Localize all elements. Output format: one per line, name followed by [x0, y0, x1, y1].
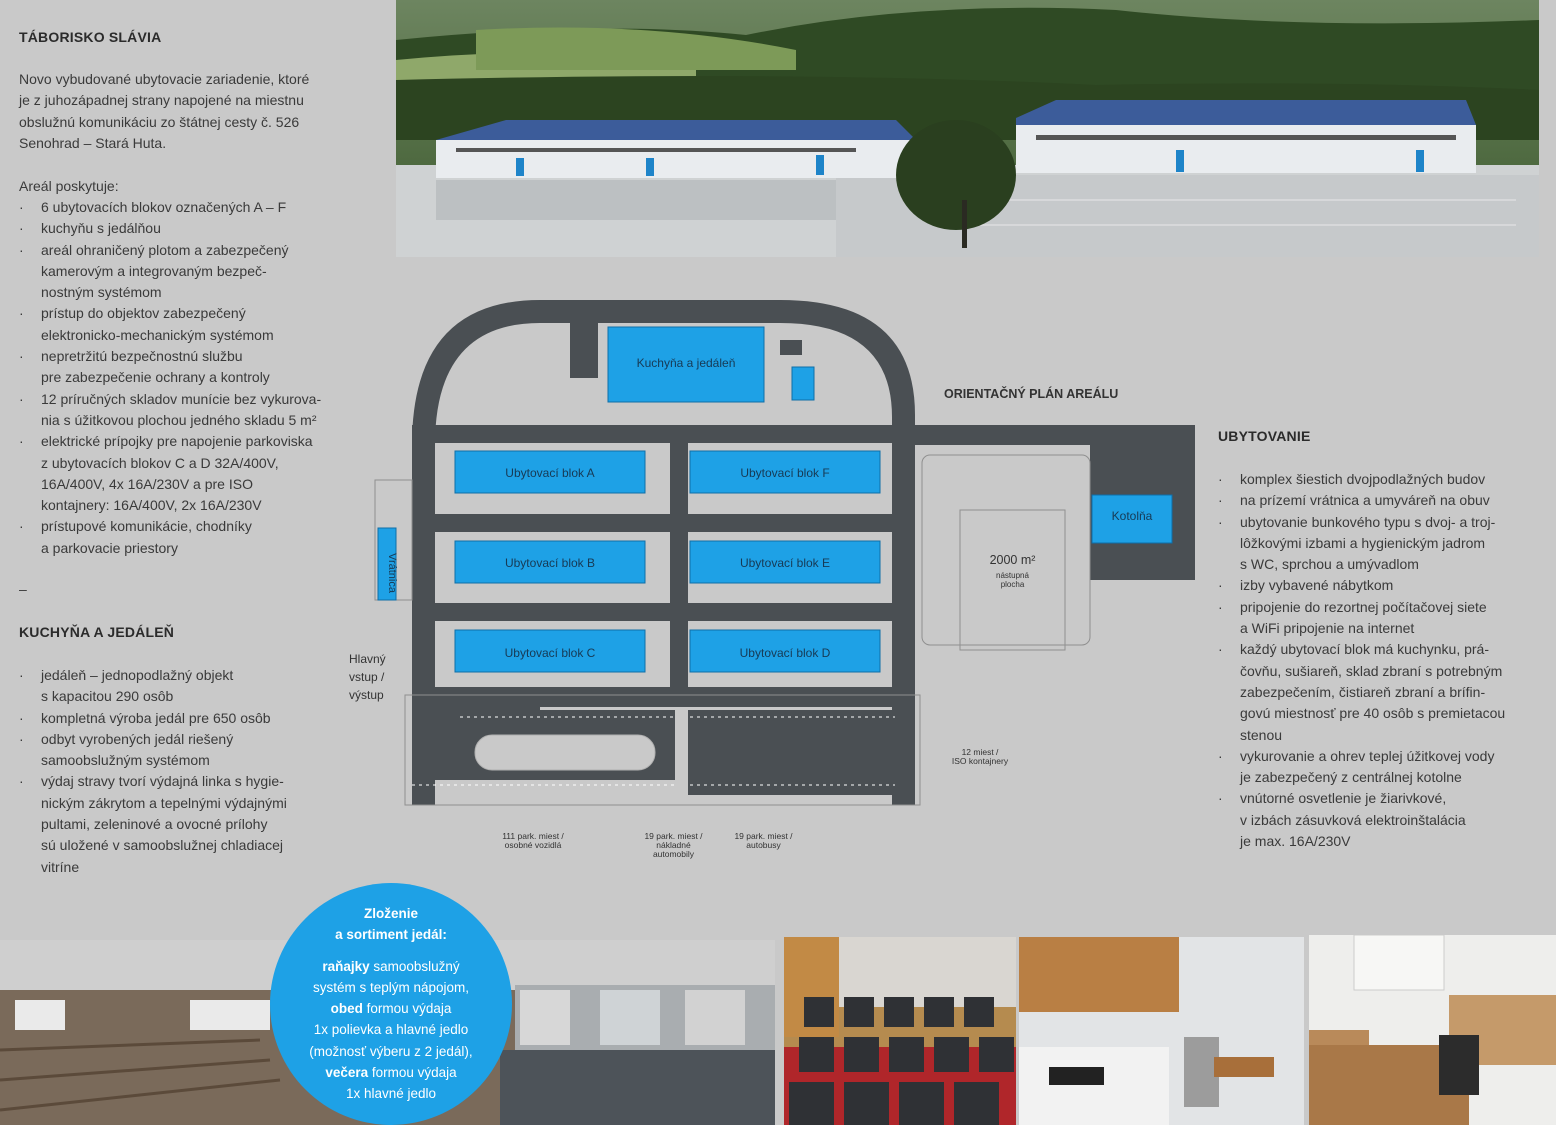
iso-line: ISO kontajnery — [951, 756, 1009, 766]
parking-nakladne-label — [626, 832, 721, 859]
park-osobne-line: osobné vozidlá — [504, 840, 562, 850]
badge-ranajky: raňajky samoobslužný — [322, 958, 460, 974]
park-nakladne-line: nákladné — [656, 840, 691, 850]
list-item: · 12 príručných skladov munície bez vykurova- nia s úžitkovou plochou jedného skladu 5 m² — [19, 389, 369, 432]
kuchyna-list — [19, 665, 369, 878]
parking-osobne-label — [478, 832, 588, 850]
vstup-line: vstup / — [349, 670, 385, 684]
briefing-room-photo — [784, 937, 1016, 1125]
vstup-line: výstup — [349, 688, 384, 702]
list-item: · každý ubytovací blok má kuchynku, prá- čovňu, sušiareň, sklad zbraní s potrebným zabezpečením, čistiareň zbraní a brífin- govú miestnosť pre 40 osôb s premietacou stenou — [1218, 639, 1553, 745]
list-item: · areál ohraničený plotom a zabezpečený kamerovým a integrovaným bezpeč- nostným systémom — [19, 240, 369, 304]
intro-line: obslužnú komunikáciu zo štátnej cesty č. 526 — [19, 113, 300, 130]
meal-composition-badge — [270, 883, 512, 1125]
hlavny-vstup-label — [349, 650, 386, 704]
list-item: · elektrické prípojky pre napojenie parkoviska z ubytovacích blokov C a D 32A/400V, 16A/400V, 4x 16A/230V a pre ISO kontajnery: 16A/400V, 2x 16A/230V — [19, 431, 369, 516]
label-kuchyna: Kuchyňa a jedáleň — [636, 356, 736, 370]
section-dash: – — [19, 581, 27, 597]
park-autobusy-line: autobusy — [746, 840, 781, 850]
map-title: ORIENTAČNÝ PLÁN AREÁLU — [944, 387, 1119, 401]
badge-title-1: Zloženie — [363, 906, 418, 921]
aerial-photo — [396, 0, 1539, 257]
list-item: · jedáleň – jednopodlažný objekt s kapacitou 290 osôb — [19, 665, 369, 708]
park-nakladne-line: 19 park. miest / — [644, 831, 703, 841]
badge-title-2: a sortiment jedál: — [335, 927, 447, 943]
badge-vecera: večera formou výdaja — [325, 1065, 457, 1081]
kitchenette-photo — [1019, 937, 1304, 1125]
label-blok-d: Ubytovací blok D — [739, 646, 831, 660]
list-item: · vykurovanie a ohrev teplej úžitkovej vody je zabezpečený z centrálnej kotolne — [1218, 746, 1553, 789]
list-item: · kuchyňu s jedálňou — [19, 218, 369, 239]
bedroom-photo — [1309, 935, 1556, 1125]
intro-line: Senohrad – Stará Huta. — [19, 134, 167, 151]
plocha-label: nástupná plocha — [996, 571, 1029, 589]
list-item: · na prízemí vrátnica a umyváreň na obuv — [1218, 490, 1553, 511]
badge-obed-line3: (možnosť výberu z 2 jedál), — [309, 1043, 473, 1059]
intro-line: Novo vybudované ubytovacie zariadenie, ktoré — [19, 71, 310, 87]
list-item: · pripojenie do rezortnej počítačovej siete a WiFi pripojenie na internet — [1218, 597, 1553, 640]
label-blok-e: Ubytovací blok E — [739, 556, 831, 570]
badge-obed-line2: 1x polievka a hlavné jedlo — [313, 1022, 469, 1038]
badge-obed: obed formou výdaja — [330, 1001, 452, 1017]
park-autobusy-line: 19 park. miest / — [734, 831, 793, 841]
badge-vecera-line2: 1x hlavné jedlo — [345, 1086, 437, 1102]
list-item: · ubytovanie bunkového typu s dvoj- a troj- lôžkovými izbami a hygienickým jadrom s WC, sprchou a umývadlom — [1218, 512, 1553, 576]
park-nakladne-line: automobily — [652, 849, 695, 859]
badge-ranajky-line2: systém s teplým nápojom, — [312, 979, 470, 995]
park-osobne-line: 111 park. miest / — [502, 831, 564, 841]
plocha-area: 2000 m² — [989, 553, 1036, 567]
kuchyna-title: KUCHYŇA A JEDÁLEŇ — [19, 624, 175, 640]
list-item: · prístup do objektov zabezpečený elektronicko-mechanickým systémom — [19, 303, 369, 346]
label-blok-c: Ubytovací blok C — [504, 646, 596, 660]
ubytovanie-list — [1218, 469, 1553, 852]
list-item: · výdaj stravy tvorí výdajná linka s hygie- nickým zákrytom a tepelnými výdajnými pultami, zeleninové a ovocné prílohy sú uložené v samoobslužnej chladiacej vitríne — [19, 771, 369, 877]
label-blok-a: Ubytovací blok A — [505, 466, 595, 480]
list-item: · prístupové komunikácie, chodníky a parkovacie priestory — [19, 516, 369, 559]
list-item: · 6 ubytovacích blokov označených A – F — [19, 197, 369, 218]
list-item: · vnútorné osvetlenie je žiarivkové, v izbách zásuvková elektroinštalácia je max. 16A/230V — [1218, 788, 1553, 852]
iso-label — [935, 748, 1025, 766]
vstup-line: Hlavný — [349, 652, 386, 666]
parking-autobusy-label — [716, 832, 811, 850]
list-item: · odbyt vyrobených jedál riešený samoobslužným systémom — [19, 729, 369, 772]
list-item: · izby vybavené nábytkom — [1218, 575, 1553, 596]
taborisko-intro — [19, 69, 369, 154]
list-item: · kompletná výroba jedál pre 650 osôb — [19, 708, 369, 729]
areal-list — [19, 197, 369, 559]
site-map — [340, 285, 1220, 875]
list-item: · komplex šiestich dvojpodlažných budov — [1218, 469, 1553, 490]
taborisko-title: TÁBORISKO SLÁVIA — [19, 29, 162, 45]
list-item: · nepretržitú bezpečnostnú službu pre zabezpečenie ochrany a kontroly — [19, 346, 369, 389]
label-kotolna: Kotolňa — [1111, 509, 1153, 523]
label-blok-b: Ubytovací blok B — [504, 556, 596, 570]
label-blok-f: Ubytovací blok F — [740, 466, 830, 480]
ubytovanie-title: UBYTOVANIE — [1218, 428, 1311, 444]
label-vratnica: Vrátnica — [386, 553, 398, 593]
iso-line: 12 miest / — [961, 747, 999, 757]
areal-label: Areál poskytuje: — [19, 178, 119, 194]
intro-line: je z juhozápadnej strany napojené na miestnu — [19, 92, 304, 109]
